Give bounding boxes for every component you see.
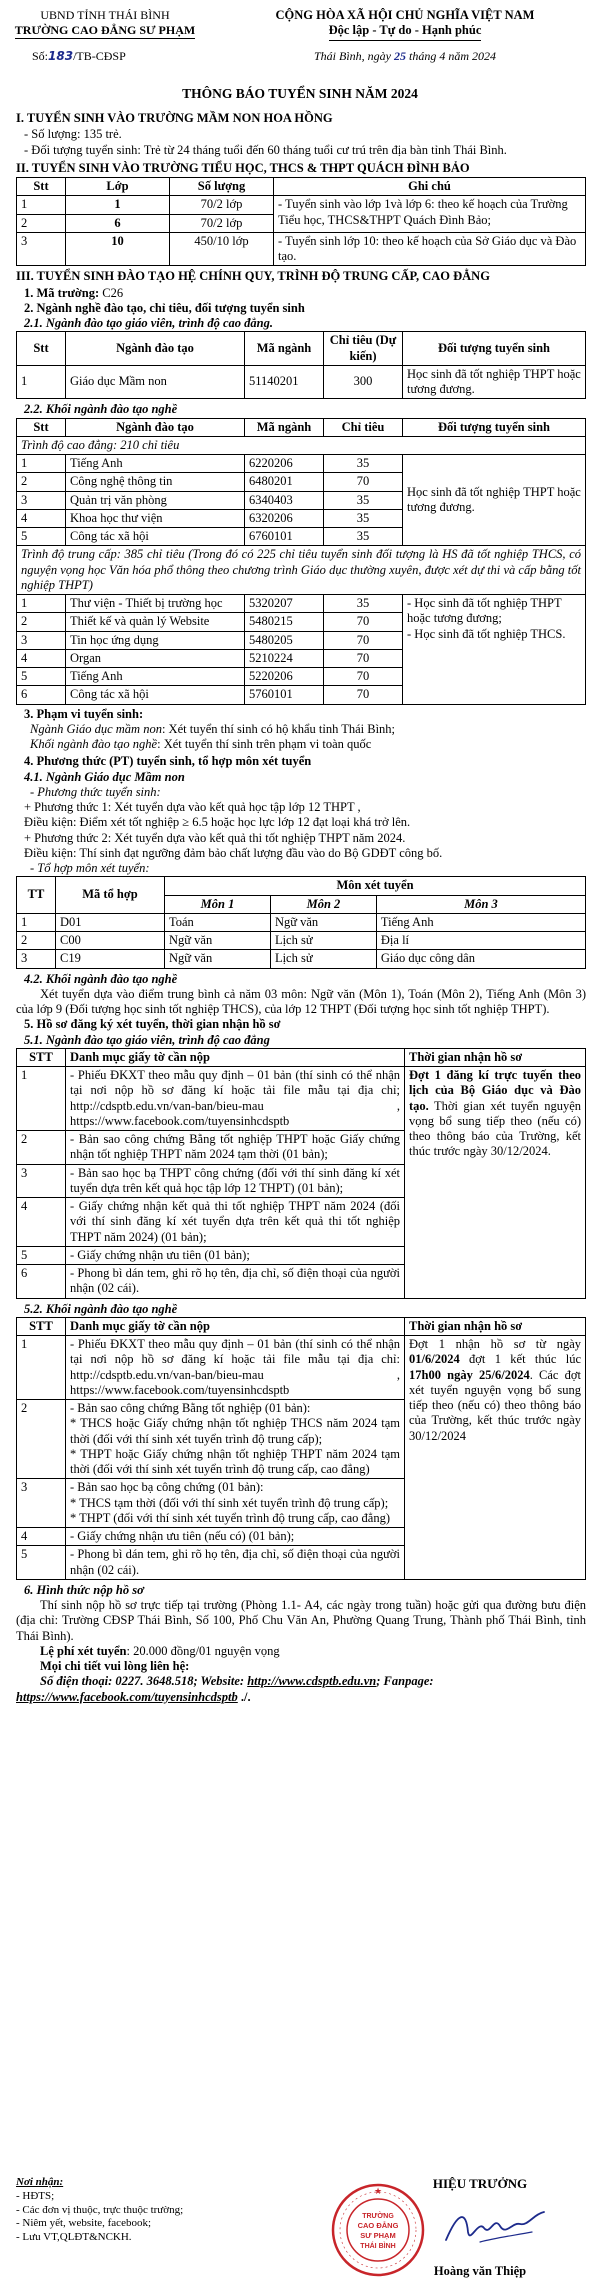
table-cell: 1 [17,1067,66,1131]
recipient-item: - Các đơn vị thuộc, trực thuộc trường; [16,2203,184,2216]
scope-text: : Xét tuyển thí sinh trên phạm vi toàn quốc [157,737,372,751]
table-header-cell: Stt [17,332,66,366]
table-header-cell: Mã ngành [245,418,324,436]
table-row [17,932,586,950]
time-end: 17h00 ngày 25/6/2024 [409,1367,530,1382]
table-cell: Tin học ứng dụng [66,631,245,649]
table-cell: Công tác xã hội [66,528,245,546]
table-cell: Công tác xã hội [66,686,245,704]
table-header-cell: Môn xét tuyển [165,877,586,895]
table-cell: 6 [17,1265,66,1299]
school-code-value: C26 [99,285,124,300]
fanpage-link[interactable]: https://www.facebook.com/tuyensinhcdsptb [16,1689,238,1704]
table-cell: Tiếng Anh [376,913,585,931]
signature-block [0,2176,600,2284]
table-cell: Toán [165,913,271,931]
subsection-4-1-heading: 4.1. Ngành Giáo dục Mầm non [24,769,185,784]
scope-vocational [16,737,586,752]
intermediate-level-note: Trình độ trung cấp: 385 chỉ tiêu (Trong đó có 225 chỉ tiêu tuyển sinh đối tượng là HS đã tốt nghiệp THCS, có nguyện vọng học Văn hóa phổ thông theo chương trình Giáo dục thường xuyên, được xét dự thi và cấp bằng tốt nghiệp THPT) [17,546,586,595]
table-cell: 300 [324,365,403,399]
scope-text: : Xét tuyển thí sinh có hộ khẩu tỉnh Thái Bình; [161,721,396,736]
table-header-cell: Môn 2 [270,895,376,913]
table-cell: Tiếng Anh [66,668,245,686]
method-2-condition: Điều kiện: Thí sinh đạt ngưỡng đảm bảo chất lượng đầu vào do Bộ GDĐT công bố. [24,845,443,860]
subsection-2-heading: 2. Ngành nghề đào tạo, chỉ tiêu, đối tượng tuyển sinh [24,300,305,315]
vocational-documents-table [16,1317,586,1580]
table-cell: 3 [17,1164,66,1198]
table-cell: Quản trị văn phòng [66,491,245,509]
stamp-inner-ring [347,2199,409,2261]
table-cell [405,1067,586,1299]
table-cell: 10 [66,232,170,266]
document-header [0,8,600,78]
number-prefix: Số: [32,49,49,64]
table-row [17,950,586,968]
fee-text: : 20.000 đồng/01 nguyện vọng [126,1643,280,1658]
table-cell: 5480215 [245,613,324,631]
table-cell: - Phong bì dán tem, ghi rõ họ tên, địa chỉ, số điện thoại của người nhận (02 cái). [66,1546,405,1580]
table-cell: - Giấy chứng nhận ưu tiên (nếu có) (01 bản); [66,1528,405,1546]
table-cell [405,1336,586,1580]
table-row [17,1067,586,1131]
table-cell: - Phiếu ĐKXT theo mẫu quy định – 01 bản (thí sinh có thể nhận tại nơi nộp hồ sơ đăng kí hoặc tải file mẫu tại địa chỉ; http://cdsptb.edu.vn/van-ban/bieu-mau , https://www.facebook.com/tuyensinhcdsptb [66,1067,405,1131]
subject-combination-table [16,876,586,968]
table-cell: 2 [17,214,66,232]
table-cell: 2 [17,1400,66,1479]
table-header-cell: Thời gian nhận hồ sơ [405,1048,586,1066]
section-2-heading: II. TUYỂN SINH VÀO TRƯỜNG TIỂU HỌC, THCS & THPT QUÁCH ĐÌNH BẢO [16,160,470,175]
rector-name: Hoàng văn Thiệp [433,2264,527,2278]
time-text: Đợt 1 nhận hồ sơ từ ngày [409,1337,581,1351]
table-header-cell: Đối tượng tuyển sinh [403,418,586,436]
document-body [16,108,586,1705]
table-header-cell: STT [17,1317,66,1335]
table-cell: - Bản sao học bạ THPT công chứng (đối với thí sinh đăng kí xét tuyển dựa trên kết quả học tập lớp 12 THPT) (01 bản); [66,1164,405,1198]
table-cell: 3 [17,1479,66,1528]
table-cell: 5220206 [245,668,324,686]
table-header-cell: Ngành đào tạo [66,332,245,366]
table-cell: 1 [66,196,170,214]
table-cell: 70 [324,613,403,631]
table-cell: D01 [56,913,165,931]
vocational-method-text: Xét tuyển dựa vào điểm trung bình cả năm 03 môn: Ngữ văn (Môn 1), Toán (Môn 2), Tiếng Anh (Môn 3) của lớp 9 (Đối tượng học sinh tốt nghiệp THCS), của lớp 12 THPT (Đối tượng học sinh tốt nghiệp THPT). [16,986,586,1016]
signature-stroke [446,2212,544,2240]
subsection-2-1-heading: 2.1. Ngành đào tạo giáo viên, trình độ cao đẳng. [24,316,273,330]
table-cell: 6480201 [245,473,324,491]
vocational-table [16,418,586,705]
table-header-cell: Đối tượng tuyển sinh [403,332,586,366]
subsection-6-heading: 6. Hình thức nộp hồ sơ [24,1582,144,1597]
website-link[interactable]: http://www.cdsptb.edu.vn [247,1674,377,1689]
table-header-cell: Chỉ tiêu (Dự kiến) [324,332,403,366]
table-cell: 4 [17,649,66,667]
supplementary-round-text: Thời gian xét tuyển nguyện vọng bổ sung tiếp theo (nếu có) theo thông báo của Trường, kết thúc trước ngày 30/12/2024. [409,1098,581,1159]
table-cell: - Giấy chứng nhận ưu tiên (01 bản); [66,1246,405,1264]
table-cell: 3 [17,950,56,968]
table-cell: C00 [56,932,165,950]
date-suffix: tháng 4 năm 2024 [409,48,496,63]
table-cell: 1 [17,1336,66,1400]
table-header-cell: TT [17,877,56,914]
recipients-list [16,2176,183,2245]
table-cell: 2 [17,613,66,631]
page-title: THÔNG BÁO TUYỂN SINH NĂM 2024 [182,86,418,101]
table-header-cell: Môn 3 [376,895,585,913]
table-cell: Lịch sử [270,950,376,968]
table-cell: 2 [17,473,66,491]
stamp-line: SƯ PHẠM [360,2231,396,2240]
table-cell: 70/2 lớp [170,214,274,232]
table-cell: Thư viện - Thiết bị trường học [66,595,245,613]
primary-secondary-table [16,177,586,266]
table-cell: 1 [17,365,66,399]
table-cell: 70 [324,686,403,704]
number-suffix: /TB-CĐSP [73,49,126,64]
table-cell: 6 [17,686,66,704]
table-cell: 6760101 [245,528,324,546]
table-cell: - Tuyển sinh vào lớp 1và lớp 6: theo kế hoạch của Trường Tiểu học, THCS&THPT Quách Đình Bảo; [274,196,586,233]
table-cell: 1 [17,455,66,473]
section-1-heading: I. TUYỂN SINH VÀO TRƯỜNG MẦM NON HOA HỒNG [16,111,333,125]
method-1: + Phương thức 1: Xét tuyển dựa vào kết quả học tập lớp 12 THPT , [24,800,361,814]
table-row [17,196,586,214]
signature-underline [480,2232,532,2242]
table-cell: 5 [17,1246,66,1264]
scope-label: Khối ngành đào tạo nghề [30,737,158,751]
table-cell: 5 [17,528,66,546]
phone-text: Số điện thoại: 0227. 3648.518; Website: [40,1674,248,1689]
table-cell: Thiết kế và quản lý Website [66,613,245,631]
table-header-cell: Số lượng [170,178,274,196]
table-header-cell: Stt [17,178,66,196]
fee-label: Lệ phí xét tuyển [40,1643,127,1658]
recipient-item: - Lưu VT,QLĐT&NCKH. [16,2231,132,2243]
table-header-cell: Ngành đào tạo [66,418,245,436]
subsection-5-heading: 5. Hồ sơ đăng ký xét tuyển, thời gian nhận hồ sơ [24,1017,281,1032]
document-number [10,49,200,64]
stamp-lettering-ring [340,2192,416,2268]
issuer-block [10,8,200,64]
table-cell: 6340403 [245,491,324,509]
teacher-documents-table [16,1048,586,1299]
subsection-4-2-heading: 4.2. Khối ngành đào tạo nghề [24,971,178,986]
table-cell: 4 [17,1528,66,1546]
table-cell: Khoa học thư viện [66,509,245,527]
table-cell: 51140201 [245,365,324,399]
table-cell: 1 [17,196,66,214]
method-2: + Phương thức 2: Xét tuyển dựa vào kết quả thi tốt nghiệp THPT năm 2024. [24,830,406,845]
scope-label: Ngành Giáo dục mầm non [30,721,162,736]
closing-mark: ./. [237,1689,251,1704]
table-cell: 35 [324,455,403,473]
table-row [17,365,586,399]
subsection-3-heading: 3. Phạm vi tuyển sinh: [24,706,144,721]
table-cell: Organ [66,649,245,667]
number-handwritten: 183 [48,49,74,64]
section-3-heading: III. TUYỂN SINH ĐÀO TẠO HỆ CHÍNH QUY, TRÌNH ĐỘ TRUNG CẤP, CAO ĐẲNG [16,269,490,284]
table-cell: 3 [17,491,66,509]
table-cell: 5210224 [245,649,324,667]
table-header-cell: Môn 1 [165,895,271,913]
table-row [17,455,586,473]
online-round-text: Đợt 1 đăng kí trực tuyến theo lịch của Bộ Giáo dục và Đào tạo. [409,1068,581,1113]
combination-label: - Tổ hợp môn xét tuyển: [30,861,150,875]
table-header-cell: Ghi chú [274,178,586,196]
recipient-item: - Niêm yết, website, facebook; [16,2217,152,2230]
table-cell: 5480205 [245,631,324,649]
table-header-cell: Thời gian nhận hồ sơ [405,1317,586,1335]
table-cell: 1 [17,595,66,613]
table-cell: Địa lí [376,932,585,950]
recipients-label: Nơi nhận: [16,2176,64,2188]
submission-text: Thí sinh nộp hồ sơ trực tiếp tại trường (Phòng 1.1- A4, các ngày trong tuần) hoặc gửi qua đường bưu điện (địa chỉ: Trường CĐSP Thái Bình, Số 100, Phố Chu Văn An, Phường Quang Trung, Thành phố Thái Bình, tỉnh Thái Bình). [16,1598,586,1643]
national-motto: Độc lập - Tự do - Hạnh phúc [329,23,482,40]
table-cell: Giáo dục Mầm non [66,365,245,399]
method-label: - Phương thức tuyển sinh: [30,784,161,799]
table-cell: Lịch sử [270,932,376,950]
target-line: - Học sinh đã tốt nghiệp THPT hoặc tương đương; [407,596,562,626]
stamp-line: TRƯỜNG [362,2213,394,2220]
table-row [17,913,586,931]
subsection-2-2-heading: 2.2. Khối ngành đào tạo nghề [24,402,178,417]
stamp-line: CAO ĐẲNG [357,2221,399,2230]
table-cell: 3 [17,631,66,649]
stamp-line: THÁI BÌNH [360,2243,396,2250]
contact-details [16,1674,586,1689]
time-text: đợt 1 kết thúc lúc [459,1352,581,1367]
subsection-5-1-heading: 5.1. Ngành đào tạo giáo viên, trình độ cao đẳng [24,1032,270,1047]
stamp-star-icon: ★ [373,2186,383,2196]
table-header-cell: Danh mục giấy tờ cần nộp [66,1317,405,1335]
table-cell: 4 [17,1198,66,1247]
national-block [220,8,590,63]
table-header-cell: Mã tổ hợp [56,877,165,914]
table-cell: 5 [17,1546,66,1580]
fanpage-line [16,1690,586,1705]
nation-title: CỘNG HÒA XÃ HỘI CHỦ NGHĨA VIỆT NAM [275,8,535,22]
table-header-cell: Stt [17,418,66,436]
school-code-label: 1. Mã trường: [24,285,100,300]
time-start: 01/6/2024 [409,1352,460,1367]
table-cell: 70 [324,668,403,686]
table-cell: - Tuyển sinh lớp 10: theo kế hoạch của Sở Giáo dục và Đào tạo. [274,232,586,266]
section-1-target: - Đối tượng tuyển sinh: Trẻ từ 24 tháng tuổi đến 60 tháng tuổi cư trú trên địa bàn tỉnh Thái Bình. [24,142,507,157]
subsection-5-2-heading: 5.2. Khối ngành đào tạo nghề [24,1301,178,1316]
table-header-cell: Mã ngành [245,332,324,366]
table-cell: 70 [324,473,403,491]
table-header-cell: Chỉ tiêu [324,418,403,436]
date-day-handwritten: 25 [394,48,406,63]
table-cell: 35 [324,491,403,509]
table-cell: - Bản sao công chứng Bằng tốt nghiệp (01 bản): * THCS hoặc Giấy chứng nhận tốt nghiệp THCS năm 2024 tạm thời (đối với thí sinh xét tuyển trình độ trung cấp); * THPT hoặc Giấy chứng nhận tốt nghiệp THPT năm 2024 tạm thời (đối với thí sinh xét tuyển trình độ trung cấp, cao đẳng) [66,1400,405,1479]
table-row [17,595,586,613]
table-cell: 6 [66,214,170,232]
scope-preschool [16,722,586,737]
table-cell: Học sinh đã tốt nghiệp THPT hoặc tương đương. [403,365,586,399]
table-cell: 3 [17,232,66,266]
table-cell: 4 [17,509,66,527]
subsection-4-heading: 4. Phương thức (PT) tuyển sinh, tổ hợp môn xét tuyển [24,754,312,769]
table-cell: - Giấy chứng nhận kết quả thi tốt nghiệp THPT năm 2024 (đối với thí sinh đăng kí xét tuyển dựa trên kết quả thi tốt nghiệp THPT năm 2024) (01 bản); [66,1198,405,1247]
target-line: - Học sinh đã tốt nghiệp THCS. [407,626,566,641]
table-cell: 35 [324,509,403,527]
issue-date [220,49,590,64]
table-row [17,1336,586,1400]
table-cell: 6220206 [245,455,324,473]
table-cell: 35 [324,528,403,546]
table-cell: 70/2 lớp [170,196,274,214]
table-row [17,232,586,266]
handwritten-signature [440,2202,550,2252]
table-cell: Giáo dục công dân [376,950,585,968]
fanpage-label: ; Fanpage: [376,1674,434,1689]
table-cell: 2 [17,1131,66,1165]
table-cell: - Bản sao học bạ công chứng (01 bản): * THCS tạm thời (đối với thí sinh xét tuyển trình độ trung cấp); * THPT (đối với thí sinh xét tuyển trình độ trung cấp, cao đẳng) [66,1479,405,1528]
recipient-item: - HĐTS; [16,2189,55,2202]
time-text: . Các đợt xét tuyển nguyện vọng bổ sung tiếp theo (nếu có) theo thông báo của Trường, kết thúc trước ngày 30/12/2024 [409,1367,581,1443]
table-cell: 70 [324,649,403,667]
table-cell: 5320207 [245,595,324,613]
table-cell: Ngữ văn [165,932,271,950]
table-cell: 5 [17,668,66,686]
table-cell [403,595,586,705]
table-cell: C19 [56,950,165,968]
table-cell: - Phiếu ĐKXT theo mẫu quy định – 01 bản (thí sinh có thể nhận tại nơi nộp hồ sơ đăng kí hoặc tải file mẫu tại địa chỉ: http://cdsptb.edu.vn/van-ban/bieu-mau , https://www.facebook.com/tuyensinhcdsptb [66,1336,405,1400]
table-cell: Công nghệ thông tin [66,473,245,491]
contact-line: Mọi chi tiết vui lòng liên hệ: [40,1659,190,1673]
table-cell: 450/10 lớp [170,232,274,266]
table-cell: Học sinh đã tốt nghiệp THPT hoặc tương đương. [403,455,586,546]
section-1-quota: - Số lượng: 135 trẻ. [24,127,122,142]
school-name: TRƯỜNG CAO ĐẲNG SƯ PHẠM [15,23,195,40]
table-cell: Tiếng Anh [66,455,245,473]
table-cell: 6320206 [245,509,324,527]
table-cell: 5760101 [245,686,324,704]
school-code [16,286,586,301]
table-cell: - Bản sao công chứng Bằng tốt nghiệp THPT hoặc Giấy chứng nhận tốt nghiệp THPT năm 2024 tạm thời (01 bản); [66,1131,405,1165]
method-1-condition: Điều kiện: Điểm xét tốt nghiệp ≥ 6.5 hoặc học lực lớp 12 đạt loại khá trở lên. [24,815,411,830]
rector-title: HIỆU TRƯỞNG [432,2176,528,2191]
date-prefix: Thái Bình, ngày [314,48,391,63]
table-cell: 35 [324,595,403,613]
table-cell: 1 [17,913,56,931]
table-header-cell: Lớp [66,178,170,196]
table-header-cell: Danh mục giấy tờ cần nộp [66,1048,405,1066]
table-cell: Ngữ văn [270,913,376,931]
table-cell: - Phong bì dán tem, ghi rõ họ tên, địa chỉ, số điện thoại của người nhận (02 cái). [66,1265,405,1299]
table-cell: 70 [324,631,403,649]
teacher-training-table [16,331,586,399]
fee-line [16,1644,586,1659]
table-cell: Ngữ văn [165,950,271,968]
college-level-note: Trình độ cao đẳng: 210 chỉ tiêu [17,436,586,454]
table-header-cell: STT [17,1048,66,1066]
agency-name: UBND TỈNH THÁI BÌNH [40,8,170,22]
table-cell: 2 [17,932,56,950]
